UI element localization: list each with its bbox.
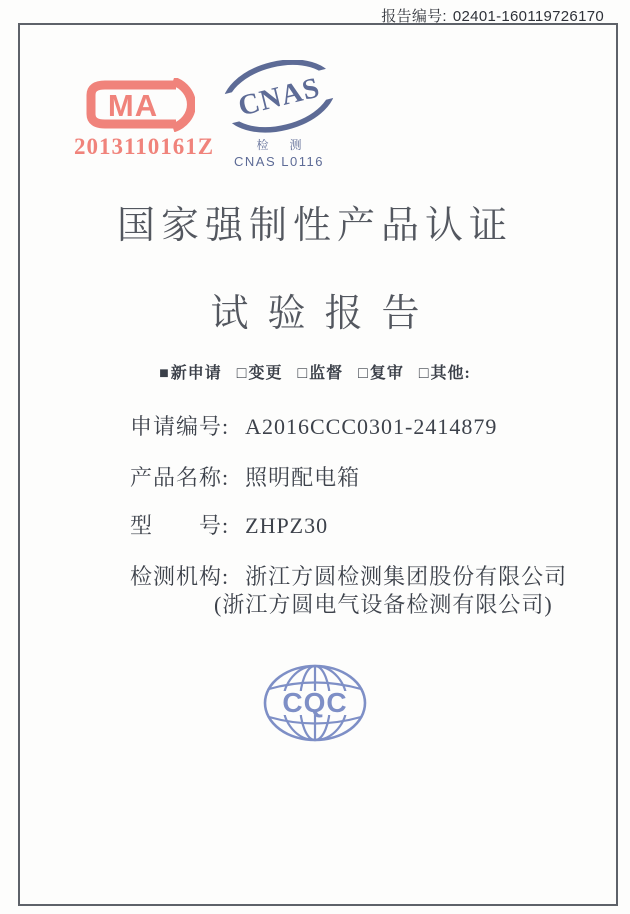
cma-logo-block [74,78,215,160]
field-testing-organization [130,560,567,591]
field-value: 浙江方圆检测集团股份有限公司 [245,564,568,589]
cqc-logo-icon [262,663,368,743]
document-title-line1: 国家强制性产品认证 [116,205,513,247]
checkbox-option-supervision: □监督 [297,365,344,382]
cnas-caption-cn: 检 测 [256,138,311,152]
field-label: 产品名称: [130,465,230,490]
svg-text:MA: MA [107,88,159,123]
report-number-label: 报告编号: [381,8,447,25]
application-type-row [0,360,630,383]
field-testing-organization-line2: (浙江方圆电气设备检测有限公司) [214,592,553,617]
cnas-caption-code: CNAS L0116 [234,154,324,169]
field-application-number [130,410,497,441]
checkbox-checked-icon: ■ [159,365,170,382]
report-number-value: 02401-160119726170 [452,8,604,25]
field-label: 检测机构: [130,564,230,589]
svg-text:CQC: CQC [282,687,348,718]
field-label: 型 号: [130,513,230,538]
checkbox-unchecked-icon: □ [236,365,248,382]
cqc-logo-block [262,663,368,743]
field-product-name [130,461,360,492]
cma-logo-icon [74,78,204,132]
checkbox-unchecked-icon: □ [358,365,369,382]
checkbox-option-review: □复审 [358,365,404,382]
field-value: 照明配电箱 [245,465,361,490]
field-value: A2016CCC0301-2414879 [245,414,498,439]
field-model [130,509,328,540]
field-value: ZHPZ30 [245,513,329,538]
checkbox-option-change: □变更 [236,365,283,382]
cnas-logo-icon [220,60,338,134]
checkbox-unchecked-icon: □ [418,365,430,382]
cma-certificate-number: 2013110161Z [74,134,215,159]
document-title-line2: 试验报告 [210,293,439,335]
checkbox-option-new-application: ■新申请 [159,365,222,382]
svg-text:CNAS: CNAS [235,71,324,123]
cnas-logo-block [220,60,338,169]
checkbox-option-other: □其他: [418,365,471,382]
checkbox-unchecked-icon: □ [297,365,309,382]
field-label: 申请编号: [130,414,230,439]
